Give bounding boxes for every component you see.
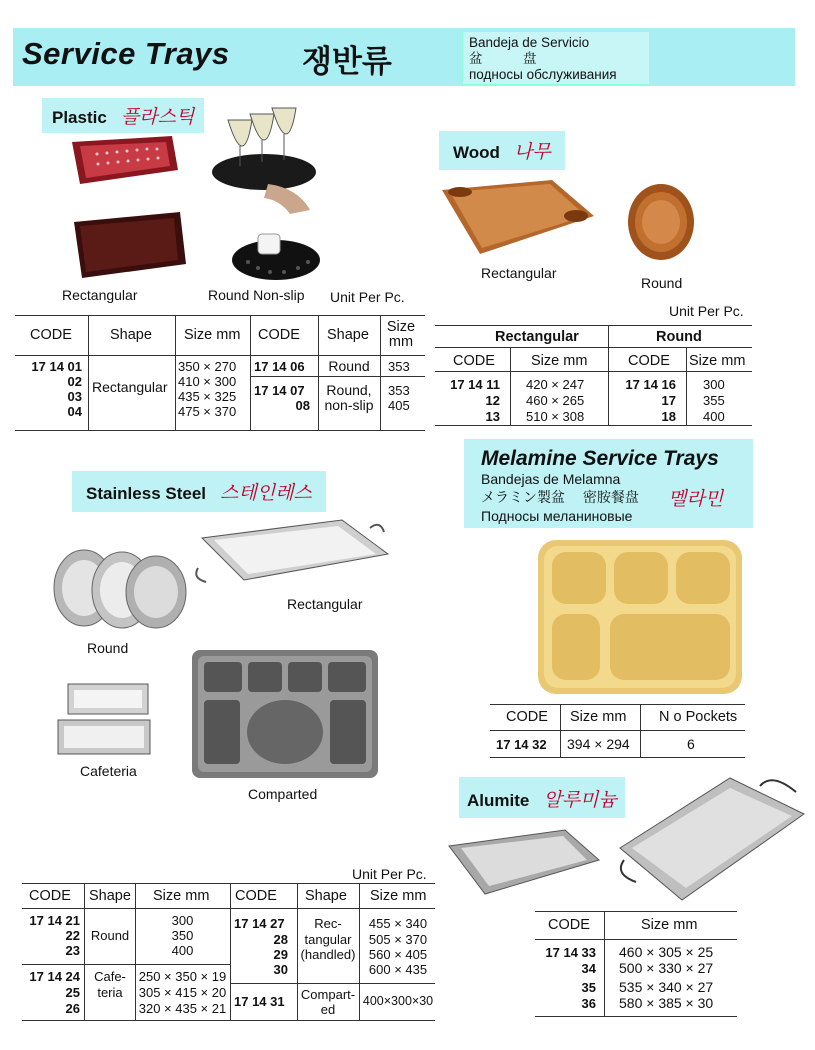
plastic-label [42,98,204,133]
stainless-caption-rectangular: Rectangular [287,596,363,612]
plastic-code: 03 [67,389,82,404]
wood-group-rectangular: Rectangular [495,329,579,345]
stainless-size: 505 × 370 [368,932,428,947]
melamine-header-pockets: N o Pockets [659,709,738,725]
plastic-unit: Unit Per Pc. [330,289,405,305]
wood-label [439,131,565,170]
plastic-caption-round: Round Non-slip [208,287,305,303]
stainless-code: 25 [65,985,80,1000]
alumite-code: 36 [581,996,596,1011]
wood-size: 420 × 247 [526,377,585,392]
wood-table-top-rule [435,325,752,326]
plastic-code: 17 14 07 [254,383,305,398]
melamine-subtitle-russian: Подносы меланиновые [481,508,633,524]
plastic-code: 04 [67,404,82,419]
plastic-table-divider [175,315,176,430]
plastic-size: 405 [388,398,410,413]
plastic-tray-nonslip-image [228,226,322,284]
wood-tray-rect-image [440,176,596,260]
stainless-code: 23 [65,943,80,958]
alumite-code: 35 [581,980,596,995]
plastic-table-top-rule [15,315,425,316]
subtitle-russian: подносы обслуживания [469,67,617,82]
stainless-table-row-rule [22,964,230,965]
stainless-code: 28 [273,932,288,947]
stainless-header-code: CODE [29,888,71,904]
stainless-size: 320 × 435 × 21 [138,1001,227,1016]
stainless-table-divider [359,883,360,1020]
plastic-label-korean: 플라스틱 [120,107,195,128]
stainless-unit: Unit Per Pc. [352,866,427,882]
stainless-size: 250 × 350 × 19 [138,969,227,984]
melamine-title: Melamine Service Trays [481,447,719,470]
wood-table-divider [608,325,609,425]
plastic-header-size: Size mm [184,327,241,343]
melamine-table-top-rule [490,704,745,705]
plastic-header-shape: Shape [110,327,152,343]
plastic-table-row-rule [250,376,425,377]
plastic-size: 435 × 325 [178,389,237,404]
stainless-shape: teria [97,985,123,1000]
plastic-header-code: CODE [30,327,72,343]
wood-code: 12 [485,393,500,408]
stainless-table-bottom-rule [22,1020,435,1021]
alumite-header-code: CODE [548,917,590,933]
plastic-size: 475 × 370 [178,404,237,419]
stainless-code: 17 14 21 [29,913,80,928]
plastic-table-divider [318,315,319,430]
alumite-size: 535 × 340 × 27 [619,979,714,995]
plastic-table-header-rule [15,355,425,356]
stainless-size: 400 [171,943,194,958]
stainless-code: 17 14 31 [234,994,285,1009]
stainless-header-size: Size mm [153,888,210,904]
alumite-size: 460 × 305 × 25 [619,944,714,960]
stainless-shape: ed [320,1002,336,1017]
wood-size: 460 × 265 [526,393,585,408]
alumite-code: 17 14 33 [545,945,596,960]
wood-size: 300 [703,377,725,392]
stainless-code: 29 [273,947,288,962]
subtitle-chinese: 盆 盘 [469,51,537,66]
melamine-table-divider [560,704,561,757]
stainless-size: 305 × 415 × 20 [138,985,227,1000]
wood-size: 355 [703,393,725,408]
stainless-rect-tray-image [192,514,392,590]
plastic-shape: Round, [326,382,372,398]
melamine-subtitle-japanese: メラミン製盆 密胺餐盘 [481,489,639,505]
plastic-header-code2: CODE [258,327,300,343]
stainless-table-row-rule [230,983,435,984]
plastic-size: 410 × 300 [178,374,237,389]
plastic-table-divider [250,315,251,430]
wood-code: 18 [661,409,676,424]
alumite-table-bottom-rule [535,1016,737,1017]
stainless-shape: Round [90,928,130,943]
plastic-table-bottom-rule [15,430,425,431]
melamine-table-divider [640,704,641,757]
stainless-shape: Compart- [300,987,356,1002]
alumite-tray-small-image [445,826,603,898]
wood-code: 13 [485,409,500,424]
stainless-code: 17 14 24 [29,969,80,984]
wood-header-code: CODE [453,353,495,369]
stainless-code: 30 [273,962,288,977]
stainless-size: 350 [171,928,194,943]
plastic-shape: Round [328,358,370,374]
wood-group-round: Round [656,329,702,345]
alumite-label-text: Alumite [467,791,530,810]
wood-code: 17 14 16 [625,377,676,392]
wood-size: 400 [703,409,725,424]
wood-tray-round-image [626,180,696,264]
wood-caption-rectangular: Rectangular [481,265,557,281]
stainless-code: 17 14 27 [234,916,285,931]
page-title-korean: 쟁반류 [302,44,392,79]
plastic-size: 350 × 270 [178,359,237,374]
stainless-size: 455 × 340 [368,916,428,931]
wood-table-group-rule [435,347,752,348]
stainless-size: 400×300×30 [362,994,434,1008]
melamine-tray-image [536,538,744,696]
wood-caption-round: Round [641,275,683,291]
stainless-shape: Cafe- [94,969,126,984]
alumite-size: 580 × 385 × 30 [619,995,714,1011]
plastic-code: 17 14 01 [31,359,82,374]
wood-table-bottom-rule [435,425,752,426]
stainless-label [72,471,326,512]
melamine-table-header-rule [490,730,745,731]
stainless-caption-comparted: Comparted [248,786,318,802]
stainless-size: 300 [171,913,194,928]
stainless-caption-round: Round [87,640,129,656]
stainless-caption-cafeteria: Cafeteria [80,763,137,779]
melamine-pockets: 6 [687,736,695,752]
alumite-label-korean: 알루미늄 [543,790,617,811]
melamine-size: 394 × 294 [567,736,630,752]
wood-header-size2: Size mm [689,353,746,369]
wood-header-size: Size mm [531,353,588,369]
stainless-table-divider [84,883,85,1020]
stainless-shape: Rec- [314,916,342,931]
stainless-code: 22 [65,928,80,943]
stainless-header-shape: Shape [89,888,131,904]
stainless-size: 600 × 435 [368,962,428,977]
stainless-cafeteria-trays-image [54,680,154,758]
wood-table-divider [510,347,511,425]
page-title: Service Trays [22,36,230,71]
plastic-tray-glasses-image [208,100,318,216]
stainless-size: 560 × 405 [368,947,428,962]
wood-code: 17 [661,393,676,408]
wood-code: 17 14 11 [450,377,500,392]
stainless-table-divider [135,883,136,1020]
plastic-shape: Rectangular [92,379,168,395]
stainless-header-size2: Size mm [370,888,427,904]
wood-unit: Unit Per Pc. [669,303,744,319]
plastic-table-divider [88,315,89,430]
stainless-shape: tangular [304,932,352,947]
wood-label-text: Wood [453,143,500,162]
stainless-round-trays-image [52,548,188,630]
title-translations [462,31,650,85]
alumite-header-size: Size mm [641,917,698,933]
stainless-comparted-tray-image [190,648,380,780]
stainless-label-korean: 스테인레스 [220,483,312,504]
plastic-table-divider [380,315,381,430]
plastic-caption-rectangular: Rectangular [62,287,138,303]
alumite-tray-large-image [610,768,808,910]
alumite-size: 500 × 330 × 27 [619,960,714,976]
melamine-code: 17 14 32 [496,737,547,752]
plastic-tray-red-image [62,132,182,190]
wood-label-korean: 나무 [513,142,551,163]
melamine-table-bottom-rule [490,757,745,758]
stainless-header-shape2: Shape [305,888,347,904]
alumite-code: 34 [581,961,596,976]
stainless-label-text: Stainless Steel [86,484,207,503]
plastic-size: 353 [388,383,410,398]
plastic-size: 353 [388,359,410,374]
wood-size: 510 × 308 [526,409,585,424]
plastic-header-size2: Size mm [386,319,416,350]
stainless-header-code2: CODE [235,888,277,904]
alumite-table-header-rule [535,939,737,940]
alumite-label [459,777,625,818]
plastic-code: 17 14 06 [254,359,305,374]
wood-header-code2: CODE [628,353,670,369]
stainless-table-divider [230,883,231,1020]
melamine-subtitle-korean: 멜라민 [668,489,724,510]
subtitle-spanish: Bandeja de Servicio [469,35,590,50]
melamine-header-size: Size mm [570,709,627,725]
melamine-header-code: CODE [506,709,548,725]
alumite-table-divider [604,911,605,1016]
plastic-tray-brown-image [68,208,190,282]
stainless-table-divider [297,883,298,1020]
stainless-shape: (handled) [300,947,356,962]
alumite-table-top-rule [535,911,737,912]
plastic-label-text: Plastic [52,108,107,127]
stainless-code: 26 [65,1001,80,1016]
plastic-header-shape2: Shape [327,327,369,343]
wood-table-header-rule [435,371,752,372]
plastic-code: 02 [67,374,82,389]
plastic-code: 08 [295,398,310,413]
wood-table-divider [686,347,687,425]
plastic-shape: non-slip [324,397,374,413]
melamine-subtitle-spanish: Bandejas de Melamna [481,471,621,487]
